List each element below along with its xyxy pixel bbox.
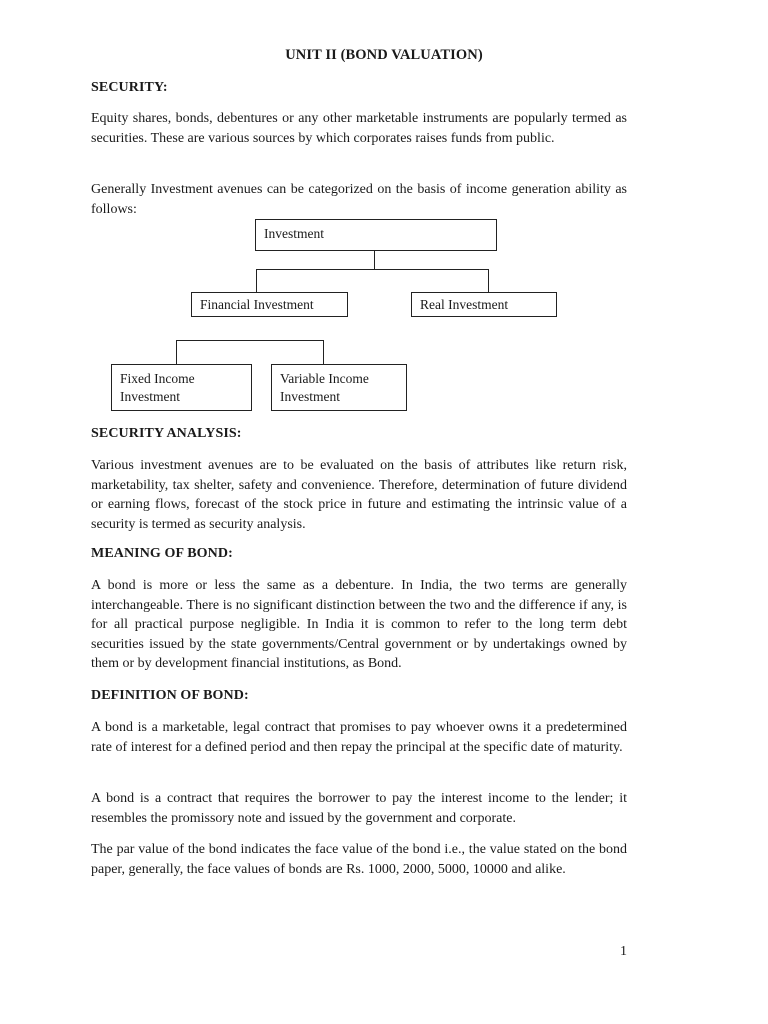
security-paragraph: Equity shares, bonds, debentures or any other marketable instruments are popularly termed as securities. These are various sources by which corporates raises funds from public. (91, 111, 627, 146)
diagram-label-real-investment: Real Investment (420, 297, 509, 312)
diagram-box-fixed-income (111, 364, 252, 411)
connector-level3-horizontal (176, 340, 324, 341)
definition-paragraph-3: The par value of the bond indicates the face value of the bond i.e., the value stated on the bond paper, generally, the face values of bonds are Rs. 1000, 2000, 5000, 10000 and alike. (91, 842, 627, 877)
diagram-box-financial-investment (191, 292, 348, 317)
page-title: UNIT II (BOND VALUATION) (285, 47, 483, 63)
meaning-of-bond-heading: MEANING OF BOND: (91, 546, 233, 561)
definition-of-bond-heading: DEFINITION OF BOND: (91, 688, 249, 703)
diagram-box-real-investment (411, 292, 557, 317)
diagram-label-variable-income: Variable Income Investment (280, 371, 369, 404)
security-analysis-paragraph: Various investment avenues are to be evaluated on the basis of attributes like return risk, marketability, tax shelter, safety and convenience. Therefore, determination of future dividend or earning flows, forecast of the stock price in future and estimating the intrinsic value of a security is termed as security analysis. (91, 458, 627, 532)
security-heading: SECURITY: (91, 80, 168, 95)
page-number: 1 (620, 944, 627, 959)
diagram-label-financial-investment: Financial Investment (200, 297, 314, 312)
connector-level2-horizontal (256, 269, 489, 270)
diagram-box-variable-income (271, 364, 407, 411)
investment-avenues-paragraph: Generally Investment avenues can be categorized on the basis of income generation ability as follows: (91, 182, 627, 217)
meaning-of-bond-paragraph: A bond is more or less the same as a debenture. In India, the two terms are generally interchangeable. There is no significant distinction between the two and the difference if any, is for all practical purpose negligible. In India it is common to refer to the long term debt securities issued by the state governments/Central government or by undertakings owned by them or by development financial institutions, as Bond. (91, 578, 627, 672)
connector-to-variable (323, 340, 324, 365)
definition-paragraph-1: A bond is a marketable, legal contract that promises to pay whoever owns it a predetermined rate of interest for a defined period and then repay the principal at the specific date of maturity. (91, 720, 627, 755)
security-analysis-heading: SECURITY ANALYSIS: (91, 426, 242, 441)
diagram-label-investment: Investment (264, 226, 324, 241)
connector-to-financial (256, 269, 257, 292)
connector-to-fixed (176, 340, 177, 365)
definition-paragraph-2: A bond is a contract that requires the borrower to pay the interest income to the lender; it resembles the promissory note and issued by the government and corporate. (91, 791, 627, 826)
connector-root-down (374, 251, 375, 270)
connector-to-real (488, 269, 489, 292)
diagram-label-fixed-income: Fixed Income Investment (120, 371, 195, 404)
diagram-box-investment (255, 219, 497, 251)
